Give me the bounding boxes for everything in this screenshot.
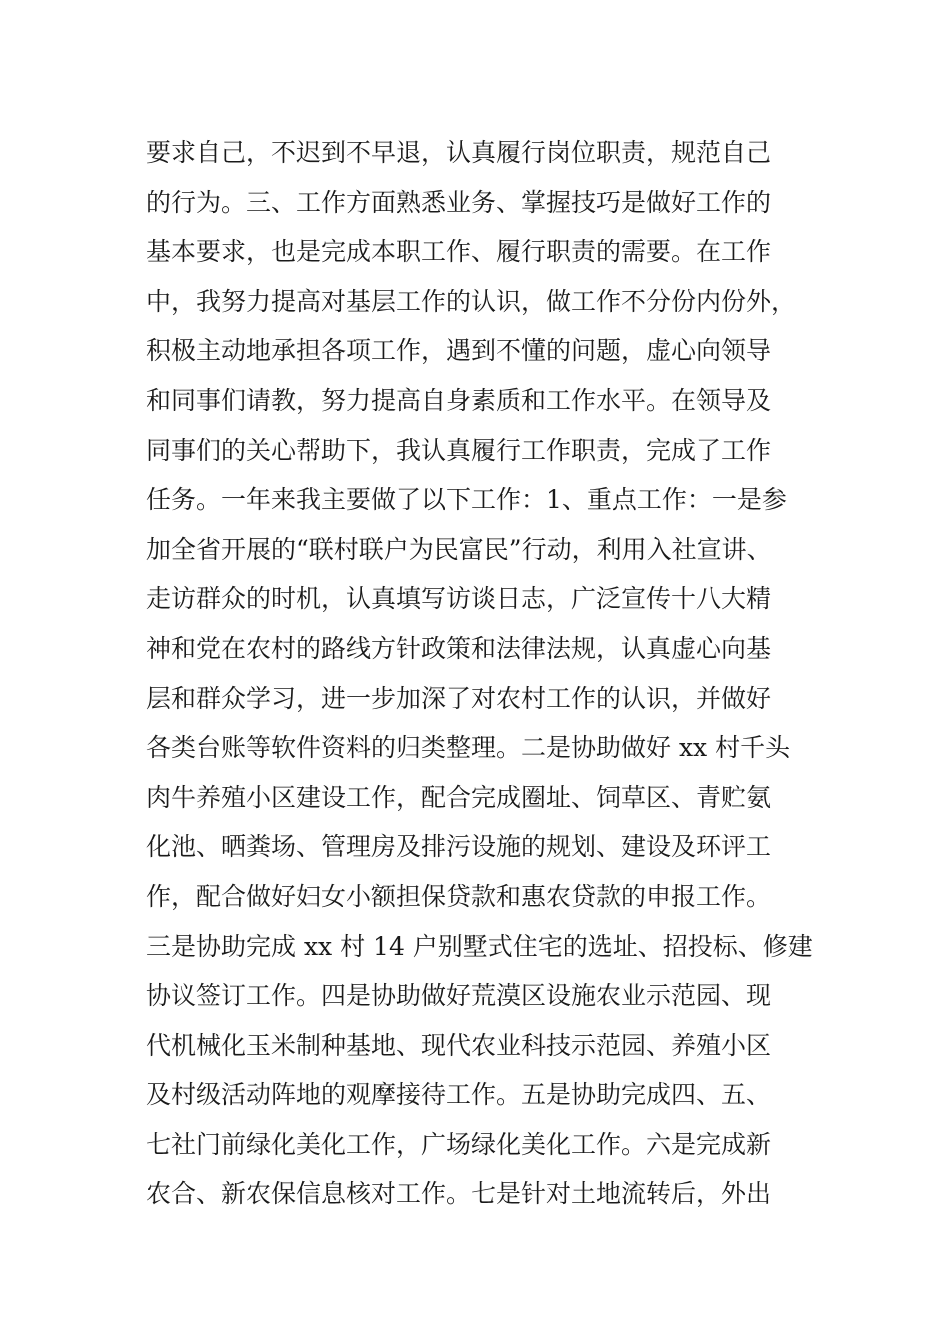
text-line: 加全省开展的“联村联户为民富民”行动，利用入社宣讲、	[146, 534, 772, 564]
text-line: 要求自己，不迟到不早退，认真履行岗位职责，规范自己	[146, 138, 772, 167]
text-line: 肉牛养殖小区建设工作，配合完成圈址、饲草区、青贮氨	[146, 782, 772, 812]
text-line: 同事们的关心帮助下，我认真履行工作职责，完成了工作	[146, 435, 772, 465]
text-line: 七社门前绿化美化工作，广场绿化美化工作。六是完成新	[146, 1129, 772, 1159]
text-line: 农合、新农保信息核对工作。七是针对土地流转后，外出	[146, 1179, 772, 1209]
text-line: 层和群众学习，进一步加深了对农村工作的认识，并做好	[146, 683, 772, 713]
text-line: 各类台账等软件资料的归类整理。二是协助做好 xx 村千头	[146, 733, 791, 763]
text-line: 中，我努力提高对基层工作的认识，做工作不分份内份外，	[146, 286, 797, 316]
text-line: 三是协助完成 xx 村 14 户别墅式住宅的选址、招投标、修建	[146, 931, 813, 961]
text-line: 基本要求，也是完成本职工作、履行职责的需要。在工作	[146, 237, 772, 267]
text-line: 协议签订工作。四是协助做好荒漠区设施农业示范园、现	[146, 981, 772, 1011]
text-line: 任务。一年来我主要做了以下工作：1、重点工作：一是参	[146, 485, 787, 515]
text-line: 积极主动地承担各项工作，遇到不懂的问题，虚心向领导	[146, 336, 772, 366]
text-line: 化池、晒粪场、管理房及排污设施的规划、建设及环评工	[146, 832, 772, 862]
text-line: 和同事们请教，努力提高自身素质和工作水平。在领导及	[146, 385, 772, 415]
body-text	[146, 128, 813, 1219]
text-line: 代机械化玉米制种基地、现代农业科技示范园、养殖小区	[146, 1030, 772, 1060]
text-line: 及村级活动阵地的观摩接待工作。五是协助完成四、五、	[146, 1080, 772, 1110]
text-line: 作，配合做好妇女小额担保贷款和惠农贷款的申报工作。	[146, 881, 772, 911]
text-line: 神和党在农村的路线方针政策和法律法规，认真虚心向基	[146, 633, 772, 663]
text-line: 走访群众的时机，认真填写访谈日志，广泛宣传十八大精	[146, 584, 772, 614]
text-line: 的行为。三、工作方面熟悉业务、掌握技巧是做好工作的	[146, 187, 772, 217]
